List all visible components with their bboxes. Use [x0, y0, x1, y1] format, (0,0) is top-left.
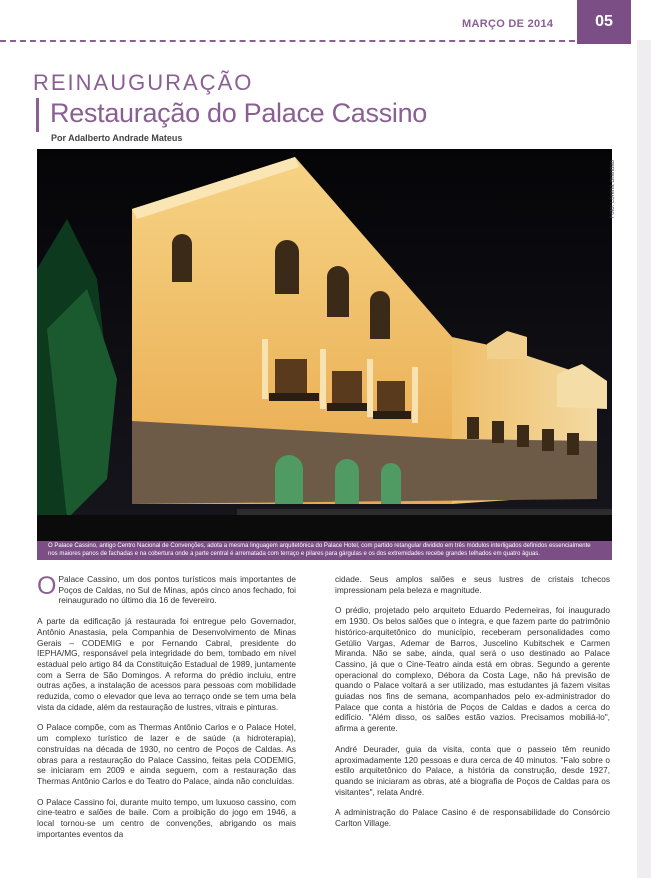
palace-illustration: [37, 149, 612, 541]
dashed-divider: [0, 40, 575, 42]
paragraph: André Deurader, guia da visita, conta que o passeio têm reunido aproximadamente 120 pessoas e dura cerca de 40 minutos. "Falo sobre o estilo arquitetônico do Palace, a história da construção, desde 1927, quando se iniciaram as obras, até a biografia de Poços de Caldas para os visitantes", relata André.: [335, 743, 610, 797]
page-header: [0, 0, 651, 48]
headline: Restauração do Palace Cassino: [50, 98, 428, 128]
drop-cap: O: [37, 572, 57, 600]
paragraph: A parte da edificação já restaurada foi entregue pelo Governador, Antônio Anastasia, pela Companhia de Desenvolvimento de Minas Gerais – CODEMIG e por Fernando Cabral, presidente do IEPHA/MG, responsável pela integridade do bem, tombado em nível estadual pelo artigo 84 da Constituição Estadual de 1989, juntamente com a Serra de São Domingos. A reforma do prédio incluiu, entre outras ações, a instalação de acessos para pessoas com mobilidade reduzida, como o elevador que leva ao terraço onde se tem uma bela vista da cidade, além da restauração de lustres, vitrais e pinturas.: [37, 616, 296, 712]
right-margin-strip: [637, 40, 651, 878]
photo-credit: Foto: Lorena Brandão: [610, 160, 616, 219]
paragraph: [37, 574, 296, 606]
paragraph: O Palace compõe, com as Thermas Antônio Carlos e o Palace Hotel, um complexo turístico de lazer e de saúde (a hidroterapia), construídas na década de 1930, no centro de Poços de Caldas. As obras para a restauração do Palace Cassino, feitas pela CODEMIG, se iniciaram em 2009 e ainda seguem, com a restauração das Thermas Antônio Carlos e do Teatro do Palace, ainda não concluídas.: [37, 722, 296, 786]
page-number: 05: [595, 13, 613, 30]
photo-caption: O Palace Cassino, antigo Centro Nacional de Convenções, adota a mesma linguagem arquitetônica do Palace Hotel, com partido retangular dividido em três módulos interligados definidos essencialmente nos maiores panos de fachadas e na cobertura onde a parte central é arrematada com terraço e pilares para gárgulas e os dos extremidades recebe grandes telhados em quatro águas.: [37, 541, 612, 560]
headline-accent-bar: [36, 98, 39, 132]
article-column-1: [37, 574, 296, 849]
article-column-2: [335, 574, 610, 839]
byline: Por Adalberto Andrade Mateus: [51, 133, 183, 143]
page-number-box: [577, 0, 631, 44]
issue-date: MARÇO DE 2014: [462, 18, 554, 30]
paragraph: O prédio, projetado pelo arquiteto Eduardo Pederneiras, foi inaugurado em 1930. Os belos salões que o integra, e que fazem parte do patrimônio histórico-arquitetônico do município, receberam personalidades como Getúlio Vargas, Ademar de Barros, Juscelino Kubitschek e Carmen Miranda. Não se sabe, ainda, qual será o uso destinado ao Palace Cassino, já que o Cine-Teatro ainda está em obras. Segundo a gerente operacional do complexo, Débora da Costa Lage, não há previsão de quando o Palace voltará a ser utilizado, mas estudantes já fazem visitas guiadas nos fins de semana, acompanhados pelo ex-administrador do Palace que conta a história de Poços de Caldas e dados a cerca do edifício. "Além disso, os salões estão vazios. Precisamos mobiliá-lo", afirma a gerente.: [335, 605, 610, 734]
paragraph: O Palace Cassino foi, durante muito tempo, um luxuoso cassino, com cine-teatro e salões de baile. Com a proibição do jogo em 1946, a local tornou-se um centro de convenções, abrigando os mais importantes eventos da: [37, 796, 296, 839]
paragraph: cidade. Seus amplos salões e seus lustres de cristais tchecos impressionam pela beleza e magnitude.: [335, 574, 610, 595]
building-photo: [37, 149, 612, 541]
section-label: REINAUGURAÇÃO: [33, 70, 254, 95]
paragraph: A administração do Palace Casino é de responsabilidade do Consórcio Carlton Village.: [335, 807, 610, 829]
paragraph-text: Palace Cassino, um dos pontos turísticos mais importantes de Poços de Caldas, no Sul de Minas, após cinco anos fechado, foi reinaugurado no último dia 16 de fevereiro.: [58, 574, 296, 606]
